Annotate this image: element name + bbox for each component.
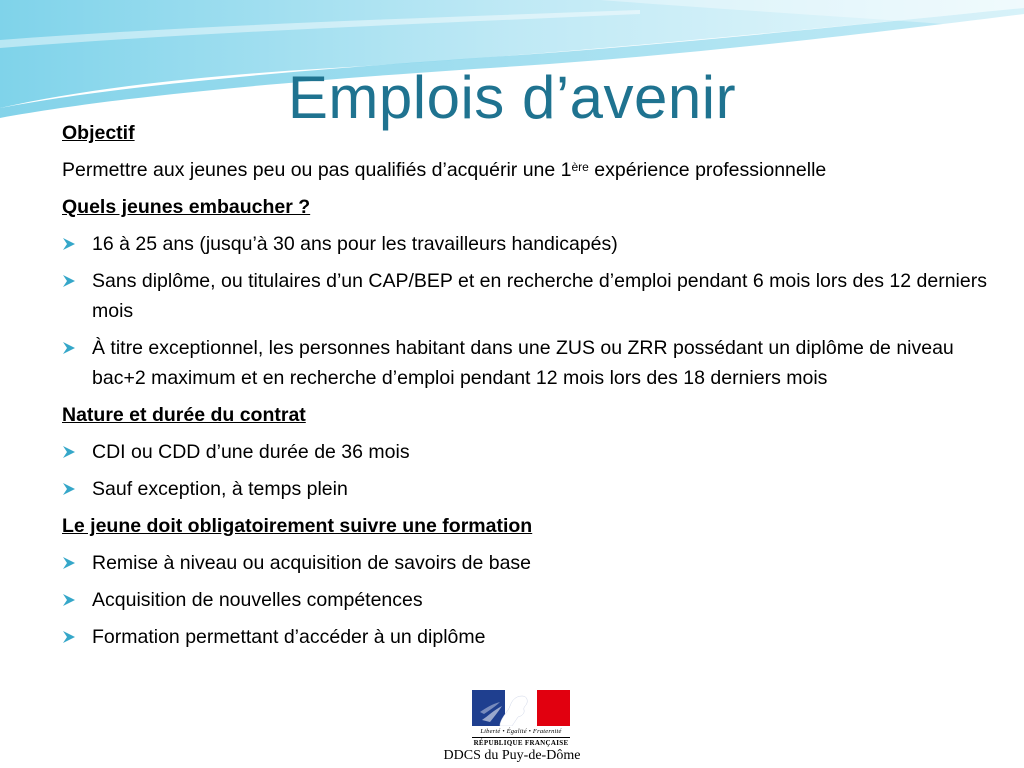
list-item <box>62 229 1012 259</box>
slide-content <box>62 118 1012 659</box>
heading-jeunes: Quels jeunes embaucher ? <box>62 196 311 218</box>
objectif-text-part: expérience professionnelle <box>588 159 827 181</box>
heading-contrat: Nature et durée du contrat <box>62 404 306 426</box>
arrow-bullet-icon <box>62 482 76 496</box>
republique-francaise-logo <box>472 690 570 747</box>
bullet-text: À titre exceptionnel, les personnes habitant dans une ZUS ou ZRR possédant un diplôme de niveau bac+2 maximum et en recherche d’emploi pendant 12 mois lors des 18 derniers mois <box>92 337 954 389</box>
bullet-text: Formation permettant d’accéder à un diplôme <box>92 626 486 648</box>
list-item <box>62 585 1012 615</box>
heading-formation: Le jeune doit obligatoirement suivre une formation <box>62 515 533 537</box>
bullet-text: Sauf exception, à temps plein <box>92 478 348 500</box>
objectif-text-part: Permettre aux jeunes peu ou pas qualifiés d’acquérir une 1 <box>62 159 572 181</box>
list-item <box>62 548 1012 578</box>
arrow-bullet-icon <box>62 237 76 251</box>
arrow-bullet-icon <box>62 445 76 459</box>
bullet-text: Acquisition de nouvelles compétences <box>92 589 423 611</box>
bullet-text: Remise à niveau ou acquisition de savoirs de base <box>92 552 532 574</box>
list-item <box>62 266 1012 326</box>
arrow-bullet-icon <box>62 630 76 644</box>
bullet-text: Sans diplôme, ou titulaires d’un CAP/BEP et en recherche d’emploi pendant 6 mois lors des 12 derniers mois <box>92 270 987 322</box>
slide-title: Emplois d’avenir <box>287 64 737 131</box>
logo-motto: Liberté • Égalité • Fraternité <box>480 728 562 735</box>
logo-republic: RÉPUBLIQUE FRANÇAISE <box>473 739 569 747</box>
heading-objectif: Objectif <box>62 122 135 144</box>
list-item <box>62 622 1012 652</box>
list-item <box>62 333 1012 393</box>
arrow-bullet-icon <box>62 274 76 288</box>
bullet-text: CDI ou CDD d’une durée de 36 mois <box>92 441 410 463</box>
marianne-logo-icon <box>472 690 570 726</box>
superscript: ère <box>571 160 589 174</box>
arrow-bullet-icon <box>62 341 76 355</box>
bullet-text: 16 à 25 ans (jusqu’à 30 ans pour les travailleurs handicapés) <box>92 233 618 255</box>
list-item <box>62 474 1012 504</box>
objectif-text <box>62 155 1012 192</box>
arrow-bullet-icon <box>62 593 76 607</box>
footer-organization: DDCS du Puy-de-Dôme <box>443 748 581 763</box>
arrow-bullet-icon <box>62 556 76 570</box>
list-item <box>62 437 1012 467</box>
